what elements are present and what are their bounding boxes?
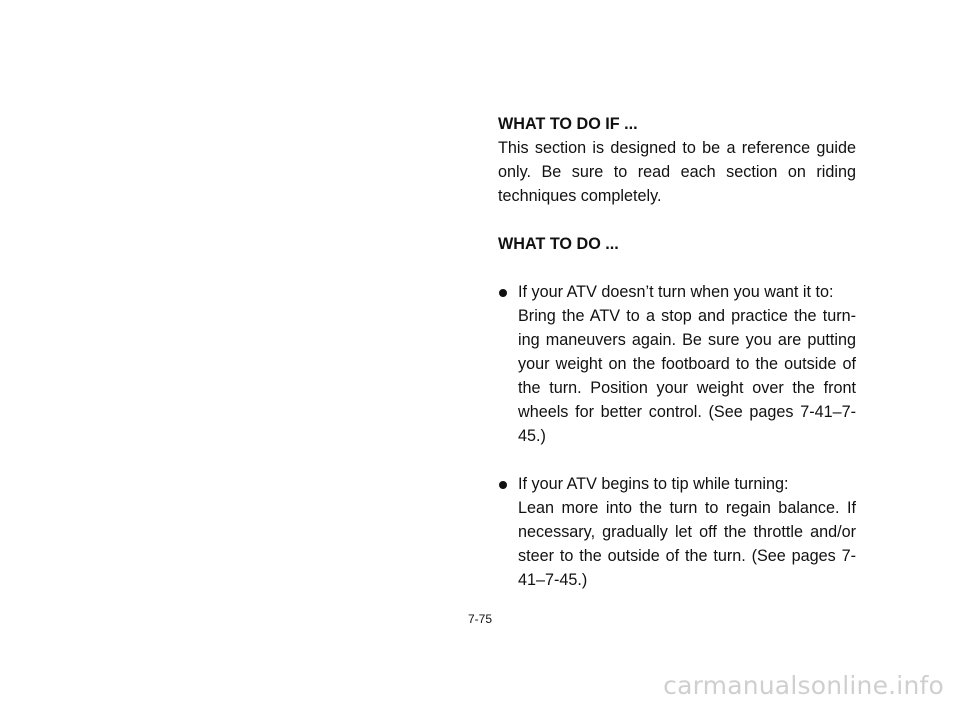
spacer [498, 208, 856, 232]
manual-section [498, 112, 856, 592]
bullet-icon [499, 481, 507, 489]
item-condition: If your ATV begins to tip while turning: [518, 475, 789, 493]
item-condition: If your ATV doesn’t turn when you want it to: [518, 283, 834, 301]
bullet-icon [499, 289, 507, 297]
section-intro: This section is designed to be a reference guide only. Be sure to read each section on riding techniques completely. [498, 139, 856, 205]
section-subtitle: WHAT TO DO ... [498, 235, 619, 253]
spacer [498, 448, 856, 472]
page-number: 7-75 [467, 612, 493, 626]
item-advice: Lean more into the turn to regain balance. If necessary, gradually let off the throttle and/or steer to the outside of the turn. (See pages 7-41–7-45.) [518, 499, 856, 589]
watermark-text: carmanualsonline.info [663, 671, 944, 700]
list-item [498, 280, 856, 448]
item-advice: Bring the ATV to a stop and practice the turn-ing maneuvers again. Be sure you are putting your weight on the footboard to the outside of the turn. Position your weight over the front wheels for better control. (See pages 7-41–7-45.) [518, 307, 856, 445]
list-item [498, 472, 856, 592]
section-title: WHAT TO DO IF ... [498, 115, 638, 133]
spacer [498, 256, 856, 280]
